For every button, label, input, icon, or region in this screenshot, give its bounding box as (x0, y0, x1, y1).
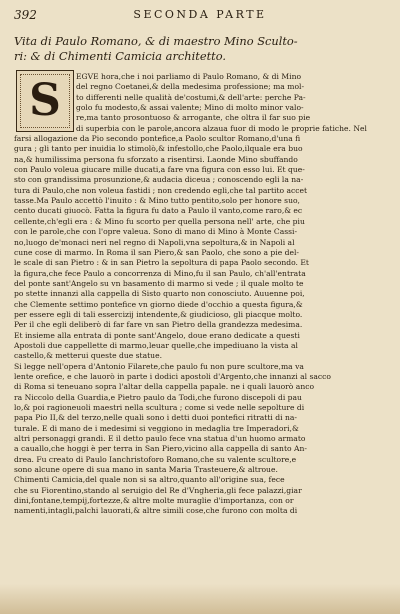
text-line: no,luogo de'monaci neri nel regno di Napoli,vna sepoltura,& in Napoli al (14, 237, 295, 247)
decorated-initial-letter: S (29, 75, 61, 126)
text-line: che Clemente settimo pontefice vn giorno diede d'occhio a questa figura,& (14, 299, 303, 309)
text-line: lente orefice, e che lauorò in parte i dodici apostoli d'Argento,che innanzi al sacco (14, 371, 331, 381)
text-line: drea. Fu creato di Paulo Ianchristoforo Romano,che su valente scultore,e (14, 454, 297, 464)
page-number: 392 (14, 8, 37, 22)
text-line: le scale di san Pietro : & in san Pietro la sepoltura di papa Paolo secondo. Et (14, 258, 309, 268)
text-line: EGVE hora,che i noi parliamo di Paulo Romano, & di Mino (76, 72, 302, 81)
text-line: Per il che egli deliberò di far fare vn san Pietro della grandezza medesima. (14, 320, 303, 330)
text-line: cento ducati giuocò. Fatta la figura fu dato a Paulo il vanto,come raro,& ec (14, 206, 303, 216)
body-text (14, 72, 392, 517)
running-head: SECONDA PARTE (133, 8, 267, 21)
text-line: di superbia con le parole,ancora alzaua fuor di modo le proprie fatiche. Nel (76, 123, 367, 133)
text-line: lo,& poi ragioneuoli maestri nella scultura ; come si vede nelle sepolture di (14, 403, 305, 412)
text-line: con le parole,che con l'opre valeua. Sono di mano di Mino à Monte Cassi- (14, 227, 298, 237)
text-line: to differenti nelle qualità de'costumi,& dell'arte: perche Pa- (76, 92, 306, 102)
text-line: Apostoli due cappellette di marmo,leuar quelle,che impediuano la vista al (14, 340, 298, 350)
text-line: cune cose di marmo. In Roma il san Piero,& san Paolo, che sono a pie del- (14, 247, 299, 257)
text-line: del regno Coetanei,& della medesima professione; ma mol- (76, 82, 305, 92)
text-line: namenti,intagli,palchi lauorati,& altre simili cose,che furono con molta di (14, 506, 298, 516)
text-line: tasse.Ma Paulo accettò l'inuito : & Mino tutto pentito,solo per honore suo, (14, 196, 300, 206)
text-line: sono alcune opere di sua mano in santa Maria Trasteuere,& altroue. (14, 465, 278, 475)
text-line: altri personaggi grandi. E il detto paulo fece vna statua d'un huomo armato (14, 434, 306, 444)
text-line: di Roma si teneuano sopra l'altar della cappella papale. ne i quali lauorò anco (14, 382, 315, 392)
text-line: Et insieme alla entrata di ponte sant'Angelo, doue erano dedicate a questi (14, 330, 300, 340)
text-line: con Paulo voleua giucare mille ducati,a fare vna figura con esso lui. Et que- (14, 165, 305, 175)
text-line: turale. E di mano de i medesimi si veggiono in medaglia tre Imperadori,& (14, 423, 299, 433)
text-line: po stette innanzi alla cappella di Sisto quarto non conosciuto. Auuenne poi, (14, 289, 305, 299)
chapter-title-line-2: ri: & di Chimenti Camicia architetto. (14, 49, 227, 63)
text-line: farsi allogazione da Pio secondo pontefice,a Paolo scultor Romano,d'una fi (14, 134, 301, 144)
text-line: del ponte sant'Angelo su vn basamento di marmo si vede ; il quale molto te (14, 278, 304, 288)
text-line: per essere egli di tali essercizij intendente,& giudicioso, gli piacque molto. (14, 309, 303, 319)
text-line: re,ma tanto prosontuoso & arrogante, che oltra il far suo pie (76, 113, 311, 123)
text-line: castello,& metterui queste due statue. (14, 351, 162, 361)
text-line: papa Pio II,& del terzo,nelle quali sono i detti duoi pontefici ritratti di na- (14, 413, 297, 423)
page-header (14, 8, 386, 26)
text-line: Chimenti Camicia,del quale non si sa altro,quanto all'origine sua, fece (14, 475, 285, 485)
text-line: tura di Paulo,che non voleua fastidi ; non credendo egli,che tal partito accet (14, 185, 308, 195)
text-line: golo fu modesto,& assai valente; Mino di molto minor valo- (76, 103, 304, 113)
text-line: Si legge nell'opera d'Antonio Filarete,che paulo fu non pure scultore,ma va (14, 361, 304, 371)
text-line: a cauallo,che hoggi è per terra in San Piero,vicino alla cappella di santo An- (14, 444, 307, 454)
chapter-title (14, 34, 388, 64)
text-line: sto con grandissima prosunzione,& audacia diceua ; conoscendo egli la na- (14, 175, 304, 185)
chapter-title-line-1: Vita di Paulo Romano, & di maestro Mino Sculto- (14, 34, 298, 48)
text-line: che su Fiorentino,stando al seruigio del Re d'Vngheria,gli fece palazzi,giar (14, 485, 302, 495)
text-line: gura ; gli tanto per inuidia lo stimolò,& infestollo,che Paolo,ilquale era buo (14, 144, 303, 154)
text-line: la figura,che fece Paulo a concorrenza di Mino,fu il san Paulo, ch'all'entrata (14, 268, 306, 278)
text-line: na,& humilissima persona fu sforzato a risentirsi. Laonde Mino sbuffando (14, 154, 298, 164)
text-line: cellente,ch'egli era : & Mino fu scorto per quella persona nell' arte, che piu (14, 216, 305, 226)
text-line: dini,fontane,tempij,fortezze,& altre molte muraglie d'importanza, con or (14, 496, 294, 506)
text-line: ra Niccolo della Guardia,e Pietro paulo da Todi,che furono discepoli di pau (14, 392, 302, 402)
